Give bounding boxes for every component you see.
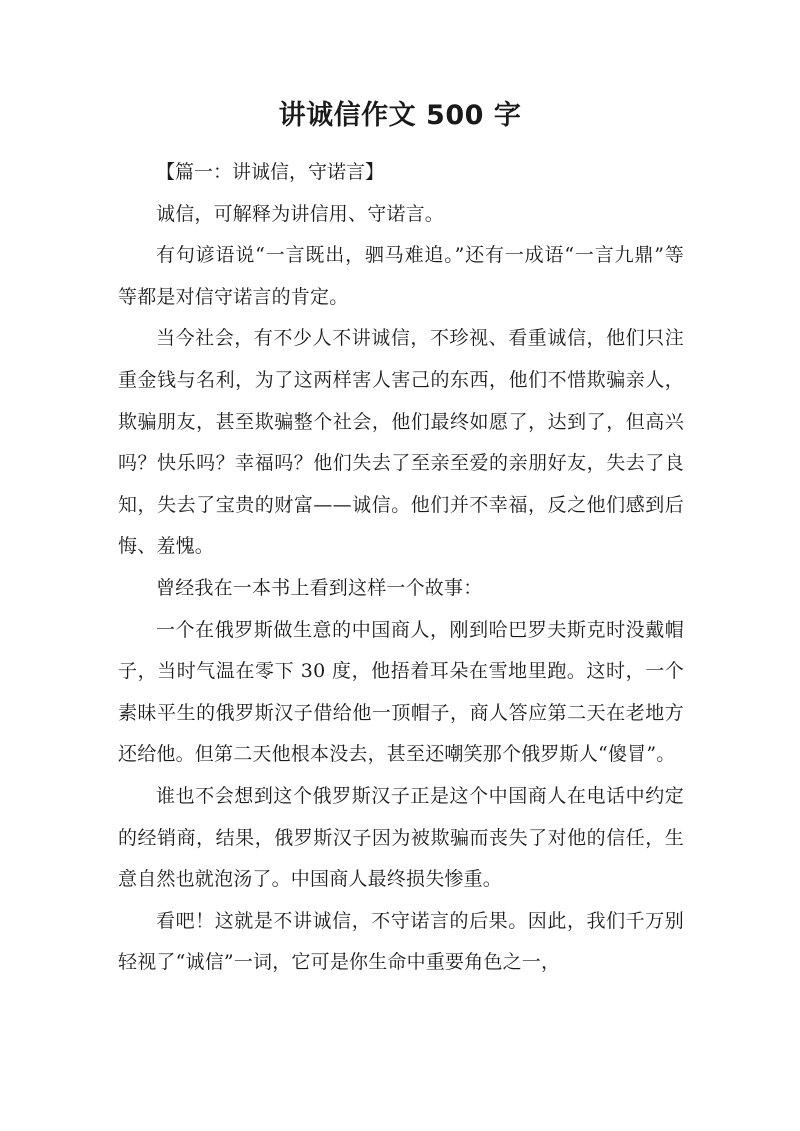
section-heading: 【篇一：讲诚信，守诺言】: [156, 161, 385, 183]
paragraph-story: 一个在俄罗斯做生意的中国商人，刚到哈巴罗夫斯克时没戴帽子，当时气温在零下 30 度，他捂着耳朵在雪地里跑。这时，一个素昧平生的俄罗斯汉子借给他一顶帽子，商人答应第二天在老地方还给他。但第二天他根本没去，甚至还嘲笑那个俄罗斯人“傻冒”。: [118, 618, 684, 766]
paragraph-society: 当今社会，有不少人不讲诚信，不珍视、看重诚信，他们只注重金钱与名利，为了这两样害人害己的东西，他们不惜欺骗亲人，欺骗朋友，甚至欺骗整个社会，他们最终如愿了，达到了，但高兴吗？快乐吗？幸福吗？他们失去了至亲至爱的亲朋好友，失去了良知，失去了宝贵的财富——诚信。他们并不幸福，反之他们感到后悔、羞愧。: [118, 327, 684, 558]
document-title: 讲诚信作文 500 字: [278, 100, 522, 131]
paragraph-story-intro: 曾经我在一本书上看到这样一个故事：: [156, 576, 483, 599]
paragraph-conclusion: 看吧！这就是不讲诚信，不守诺言的后果。因此，我们千万别轻视了“诚信”一词，它可是你生命中重要角色之一，: [118, 909, 684, 974]
document-body: [118, 152, 684, 984]
paragraph-definition: 诚信，可解释为讲信用、守诺言。: [156, 202, 445, 225]
paragraph-proverb: 有句谚语说“一言既出，驷马难追。”还有一成语“一言九鼎”等等都是对信守诺言的肯定。: [118, 244, 684, 308]
paragraph-consequence: 谁也不会想到这个俄罗斯汉子正是这个中国商人在电话中约定的经销商，结果，俄罗斯汉子因为被欺骗而丧失了对他的信任，生意自然也就泡汤了。中国商人最终损失惨重。: [118, 784, 684, 891]
